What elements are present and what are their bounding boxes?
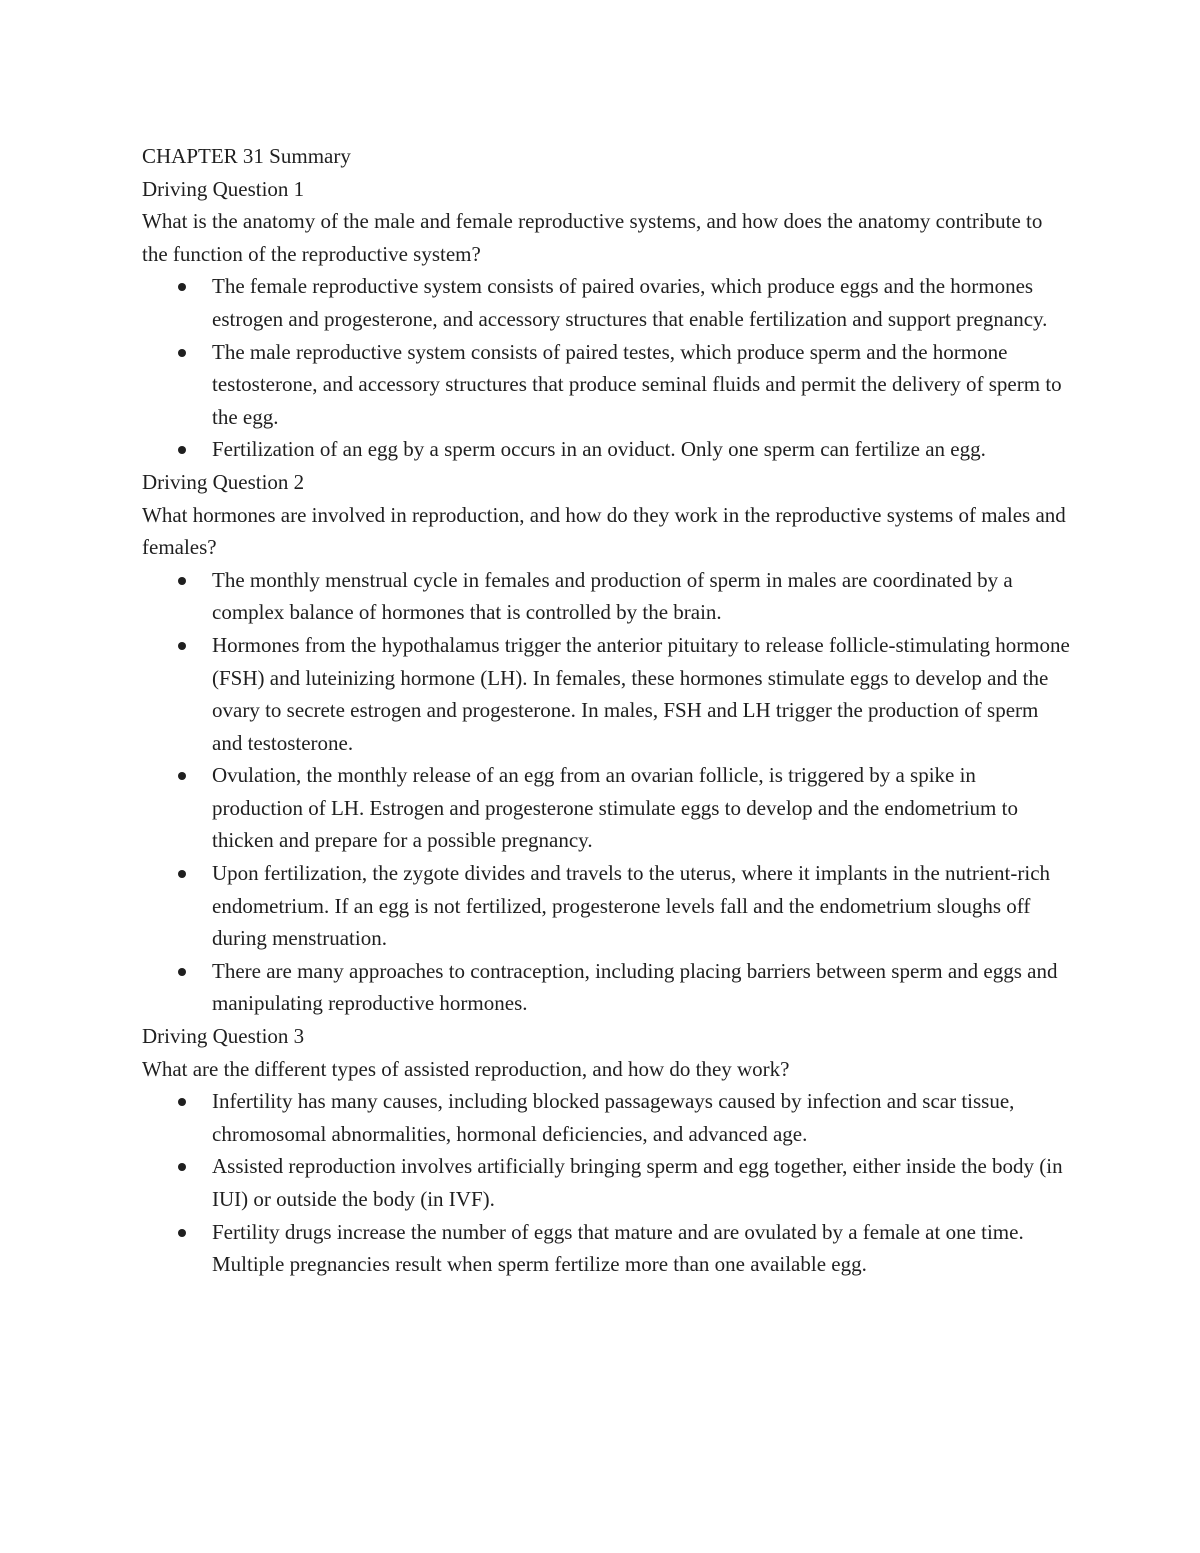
bullet-item bbox=[142, 270, 1072, 335]
section-heading: Driving Question 3 bbox=[142, 1024, 305, 1049]
bullet-text: The female reproductive system consists of paired ovaries, which produce eggs and the hormones estrogen and progesterone, and accessory structures that enable fertilization and support pregnancy. bbox=[212, 274, 1048, 331]
bullet-text: Hormones from the hypothalamus trigger the anterior pituitary to release follicle-stimulating hormone (FSH) and luteinizing hormone (LH). In females, these hormones stimulate eggs to develop and the ovary to secrete estrogen and progesterone. In males, FSH and LH trigger the production of sperm and testosterone. bbox=[212, 632, 1070, 755]
bullet-item bbox=[142, 857, 1072, 955]
bullet-text: There are many approaches to contraception, including placing barriers between sperm and eggs and manipulating reproductive hormones. bbox=[212, 958, 1058, 1016]
bullet-dot-icon bbox=[178, 642, 186, 650]
bullet-dot-icon bbox=[178, 772, 186, 780]
bullet-item bbox=[142, 629, 1072, 759]
bullet-item bbox=[142, 955, 1072, 1020]
section-heading: Driving Question 2 bbox=[142, 469, 305, 494]
document-body bbox=[142, 140, 1072, 1281]
bullet-text: Ovulation, the monthly release of an egg from an ovarian follicle, is triggered by a spike in production of LH. Estrogen and progesterone stimulate eggs to develop and the endometrium to thicken and prepare for a possible pregnancy. bbox=[212, 763, 1018, 853]
bullet-item bbox=[142, 564, 1072, 629]
bullet-dot-icon bbox=[178, 870, 186, 878]
bullet-text: Fertility drugs increase the number of eggs that mature and are ovulated by a female at one time. Multiple pregnancies result when sperm fertilize more than one available egg. bbox=[212, 1219, 1024, 1277]
bullet-list bbox=[142, 1085, 1072, 1281]
bullet-text: Fertilization of an egg by a sperm occurs in an oviduct. Only one sperm can fertilize an egg. bbox=[212, 437, 986, 462]
bullet-text: Infertility has many causes, including blocked passageways caused by infection and scar tissue, chromosomal abnormalities, hormonal deficiencies, and advanced age. bbox=[212, 1089, 1015, 1146]
section-question: What are the different types of assisted reproduction, and how do they work? bbox=[142, 1056, 790, 1081]
bullet-item bbox=[142, 759, 1072, 857]
bullet-dot-icon bbox=[178, 1098, 186, 1106]
bullet-dot-icon bbox=[178, 1163, 186, 1171]
bullet-text: The monthly menstrual cycle in females and production of sperm in males are coordinated by a complex balance of hormones that is controlled by the brain. bbox=[212, 567, 1013, 625]
bullet-dot-icon bbox=[178, 577, 186, 585]
bullet-text: Assisted reproduction involves artificially bringing sperm and egg together, either inside the body (in IUI) or outside the body (in IVF). bbox=[212, 1154, 1063, 1211]
bullet-list bbox=[142, 564, 1072, 1020]
bullet-text: The male reproductive system consists of paired testes, which produce sperm and the hormone testosterone, and accessory structures that produce seminal fluids and permit the delivery of sperm to the egg. bbox=[212, 339, 1062, 429]
bullet-item bbox=[142, 1085, 1072, 1150]
bullet-dot-icon bbox=[178, 349, 186, 357]
bullet-item bbox=[142, 433, 1072, 466]
bullet-item bbox=[142, 336, 1072, 434]
section-heading: Driving Question 1 bbox=[142, 176, 305, 201]
bullet-dot-icon bbox=[178, 446, 186, 454]
document-title: CHAPTER 31 Summary bbox=[142, 144, 351, 168]
bullet-text: Upon fertilization, the zygote divides and travels to the uterus, where it implants in the nutrient-rich endometrium. If an egg is not fertilized, progesterone levels fall and the endometrium sloughs off during menstruation. bbox=[212, 861, 1051, 951]
bullet-item bbox=[142, 1216, 1072, 1281]
section-question: What hormones are involved in reproduction, and how do they work in the reproductive systems of males and females? bbox=[142, 502, 1066, 560]
bullet-list bbox=[142, 270, 1072, 466]
section-question: What is the anatomy of the male and female reproductive systems, and how does the anatomy contribute to the function of the reproductive system? bbox=[142, 209, 1043, 266]
bullet-dot-icon bbox=[178, 283, 186, 291]
bullet-dot-icon bbox=[178, 968, 186, 976]
bullet-item bbox=[142, 1150, 1072, 1215]
bullet-dot-icon bbox=[178, 1229, 186, 1237]
